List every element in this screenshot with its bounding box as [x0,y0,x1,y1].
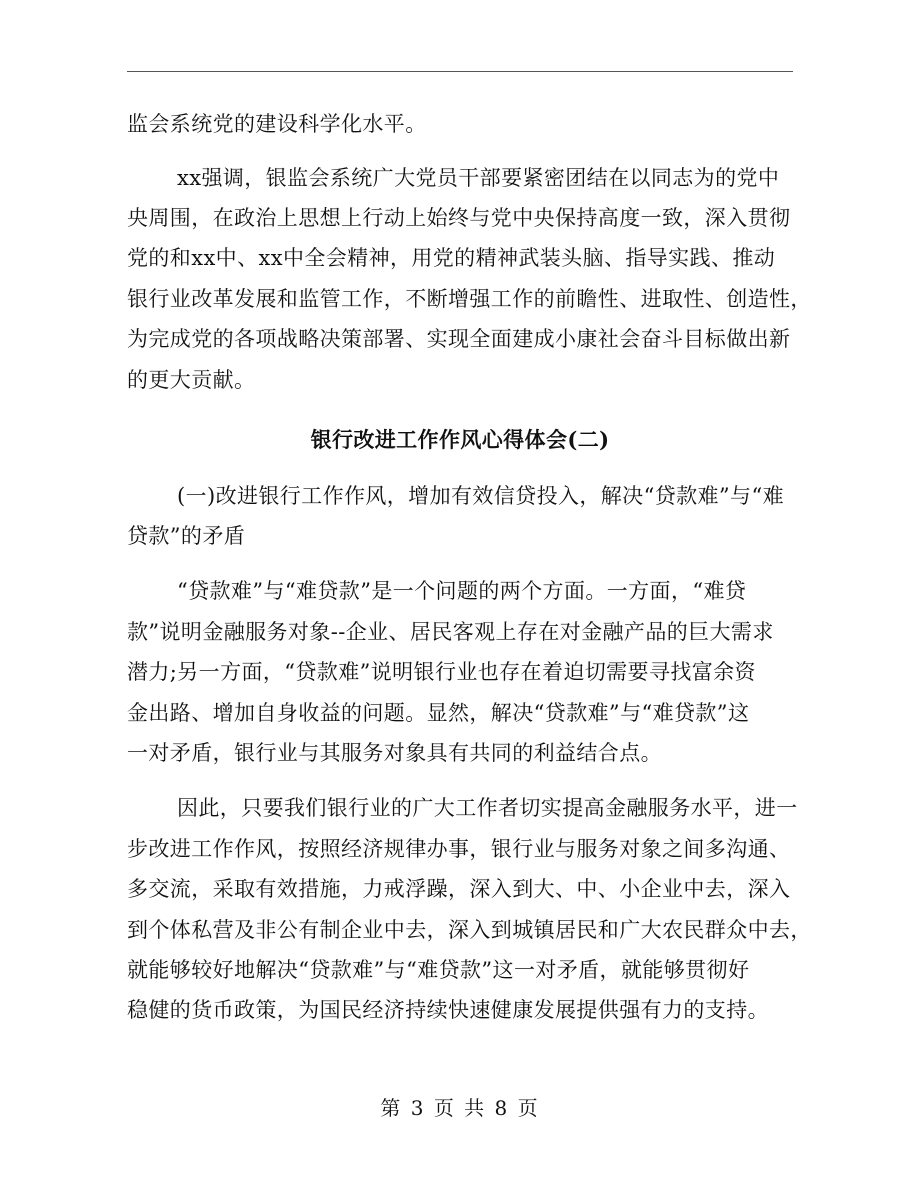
paragraph-line: 多交流，采取有效措施，力戒浮躁，深入到大、中、小企业中去，深入 [127,877,791,901]
paragraph-line: 款”说明金融服务对象--企业、居民客观上存在对金融产品的巨大需求 [127,620,774,644]
paragraph-line: xx强调，银监会系统广大党员干部要紧密团结在以同志为的党中 [177,166,780,190]
header-rule [127,71,793,72]
section-title: 银行改进工作作风心得体会(二) [310,427,610,452]
paragraph-line: 为完成党的各项战略决策部署、实现全面建成小康社会奋斗目标做出新 [127,327,791,351]
paragraph-line: (一)改进银行工作作风，增加有效信贷投入，解决“贷款难”与“难 [177,484,784,508]
paragraph-line: 步改进工作作风，按照经济规律办事，银行业与服务对象之间多沟通、 [127,837,791,861]
paragraph-line: 贷款”的矛盾 [127,524,246,548]
paragraph-line: “贷款难”与“难贷款”是一个问题的两个方面。一方面，“难贷 [177,579,747,603]
paragraph-line: 到个体私营及非公有制企业中去，深入到城镇居民和广大农民群众中去， [127,918,812,942]
page-number: 第 3 页 共 8 页 [380,1096,540,1120]
paragraph-line: 稳健的货币政策，为国民经济持续快速健康发展提供强有力的支持。 [127,998,769,1022]
paragraph-line: 监会系统党的建设科学化水平。 [127,112,427,136]
paragraph-line: 潜力;另一方面，“贷款难”说明银行业也存在着迫切需要寻找富余资 [127,660,756,684]
paragraph-line: 银行业改革发展和监管工作，不断增强工作的前瞻性、进取性、创造性， [127,287,812,311]
paragraph-line: 的更大贡献。 [127,368,256,392]
paragraph-line: 央周围，在政治上思想上行动上始终与党中央保持高度一致，深入贯彻 [127,206,791,230]
paragraph-line: 一对矛盾，银行业与其服务对象具有共同的利益结合点。 [127,741,662,765]
paragraph-line: 就能够较好地解决“贷款难”与“难贷款”这一对矛盾，就能够贯彻好 [127,958,750,982]
paragraph-line: 党的和xx中、xx中全会精神，用党的精神武装头脑、指导实践、推动 [127,246,776,270]
paragraph-line: 因此，只要我们银行业的广大工作者切实提高金融服务水平，进一 [177,796,798,820]
paragraph-line: 金出路、增加自身收益的问题。显然，解决“贷款难”与“难贷款”这 [127,701,750,725]
